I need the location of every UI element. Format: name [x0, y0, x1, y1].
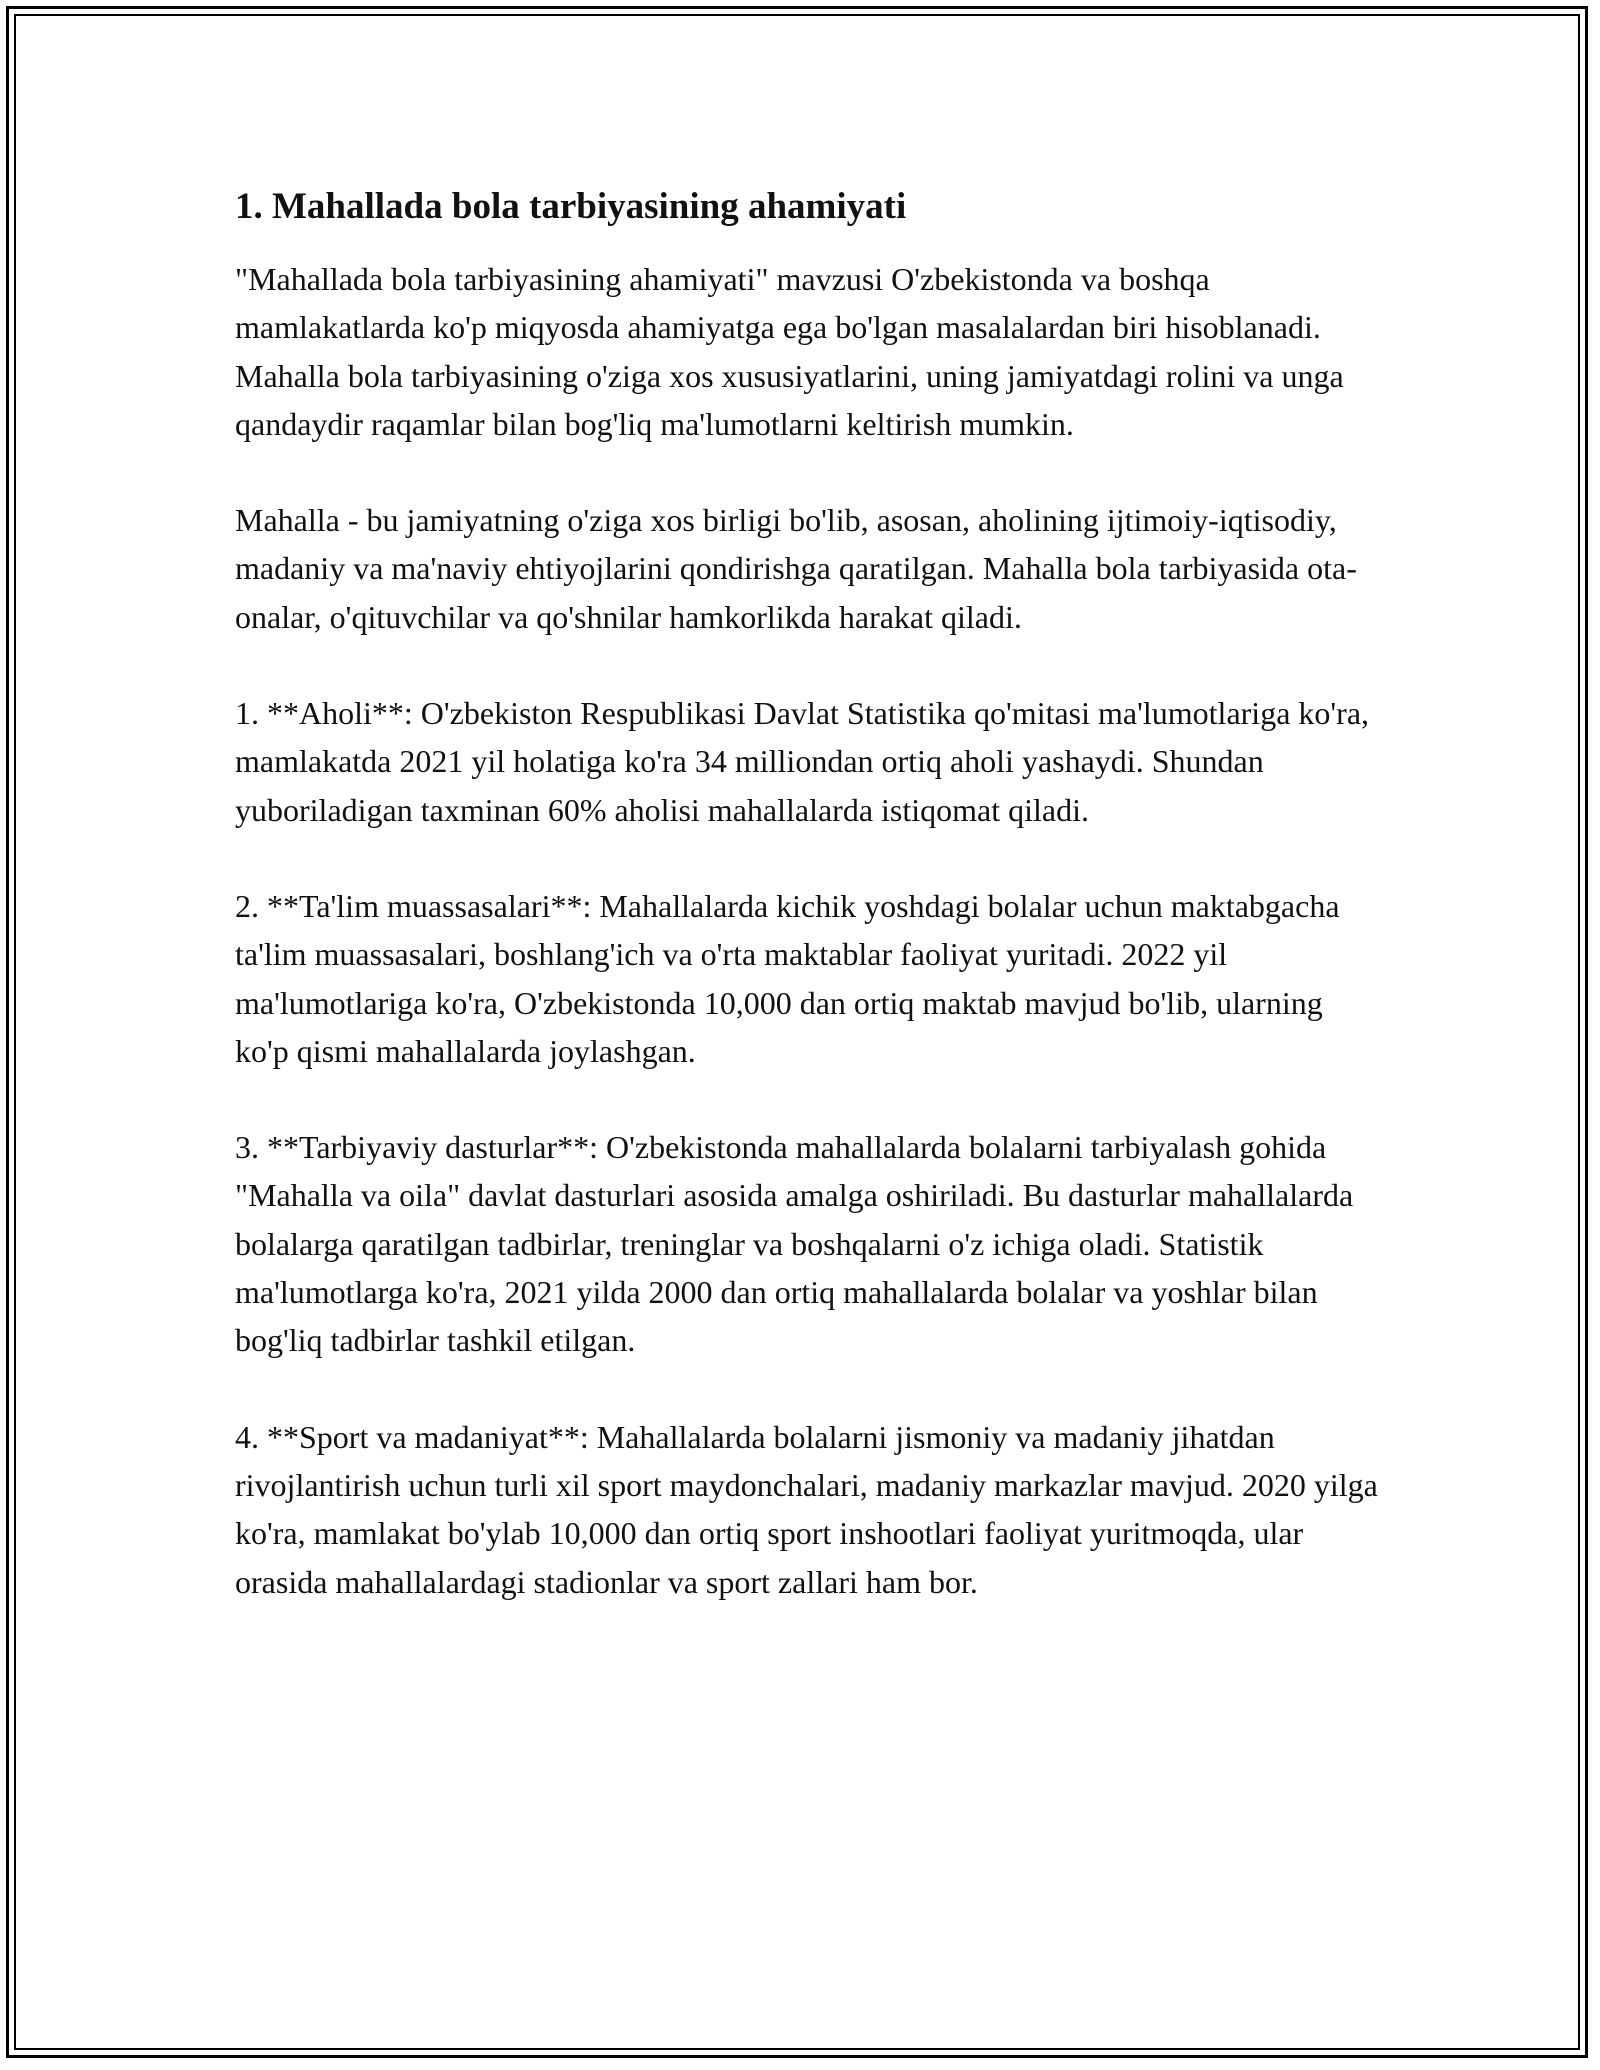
document-body: [235, 185, 1380, 1606]
mahalla-definition-paragraph: Mahalla - bu jamiyatning o'ziga xos birligi bo'lib, asosan, aholining ijtimoiy-iqtisodiy, madaniy va ma'naviy ehtiyojlarini qondirishga qaratilgan. Mahalla bola tarbiyasida ota-onalar, o'qituvchilar va qo'shnilar hamkorlikda harakat qiladi.: [235, 502, 1357, 635]
list-item-sport-va-madaniyat: 4. **Sport va madaniyat**: Mahallalarda bolalarni jismoniy va madaniy jihatdan rivojlantirish uchun turli xil sport maydonchalari, madaniy markazlar mavjud. 2020 yilga ko'ra, mamlakat bo'ylab 10,000 dan ortiq sport inshootlari faoliyat yuritmoqda, ular orasida mahallalardagi stadionlar va sport zallari ham bor.: [235, 1418, 1378, 1600]
list-item-aholi: 1. **Aholi**: O'zbekiston Respublikasi Davlat Statistika qo'mitasi ma'lumotlariga ko'ra, mamlakatda 2021 yil holatiga ko'ra 34 milliondan ortiq aholi yashaydi. Shundan yuboriladigan taxminan 60% aholisi mahallalarda istiqomat qiladi.: [235, 695, 1370, 828]
intro-paragraph: "Mahallada bola tarbiyasining ahamiyati" mavzusi O'zbekistonda va boshqa mamlakatlarda ko'p miqyosda ahamiyatga ega bo'lgan masalalardan biri hisoblanadi. Mahalla bola tarbiyasining o'ziga xos xususiyatlarini, uning jamiyatdagi rolini va unga qandaydir raqamlar bilan bog'liq ma'lumotlarni keltirish mumkin.: [235, 261, 1344, 442]
list-item-tarbiyaviy-dasturlar: 3. **Tarbiyaviy dasturlar**: O'zbekistonda mahallalarda bolalarni tarbiyalash gohida "Mahalla va oila" davlat dasturlari asosida amalga oshiriladi. Bu dasturlar mahallalarda bolalarga qaratilgan tadbirlar, treninglar va boshqalarni o'z ichiga oladi. Statistik ma'lumotlarga ko'ra, 2021 yilda 2000 dan ortiq mahallalarda bolalar va yoshlar bilan bog'liq tadbirlar tashkil etilgan.: [235, 1129, 1354, 1359]
list-item-talim-muassasalari: 2. **Ta'lim muassasalari**: Mahallalarda kichik yoshdagi bolalar uchun maktabgacha ta'lim muassasalari, boshlang'ich va o'rta maktablar faoliyat yuritadi. 2022 yil ma'lumotlariga ko'ra, O'zbekistonda 10,000 dan ortiq maktab mavjud bo'lib, ularning ko'p qismi mahallalarda joylashgan.: [235, 887, 1340, 1069]
document-heading: 1. Mahallada bola tarbiyasining ahamiyati: [235, 186, 907, 227]
